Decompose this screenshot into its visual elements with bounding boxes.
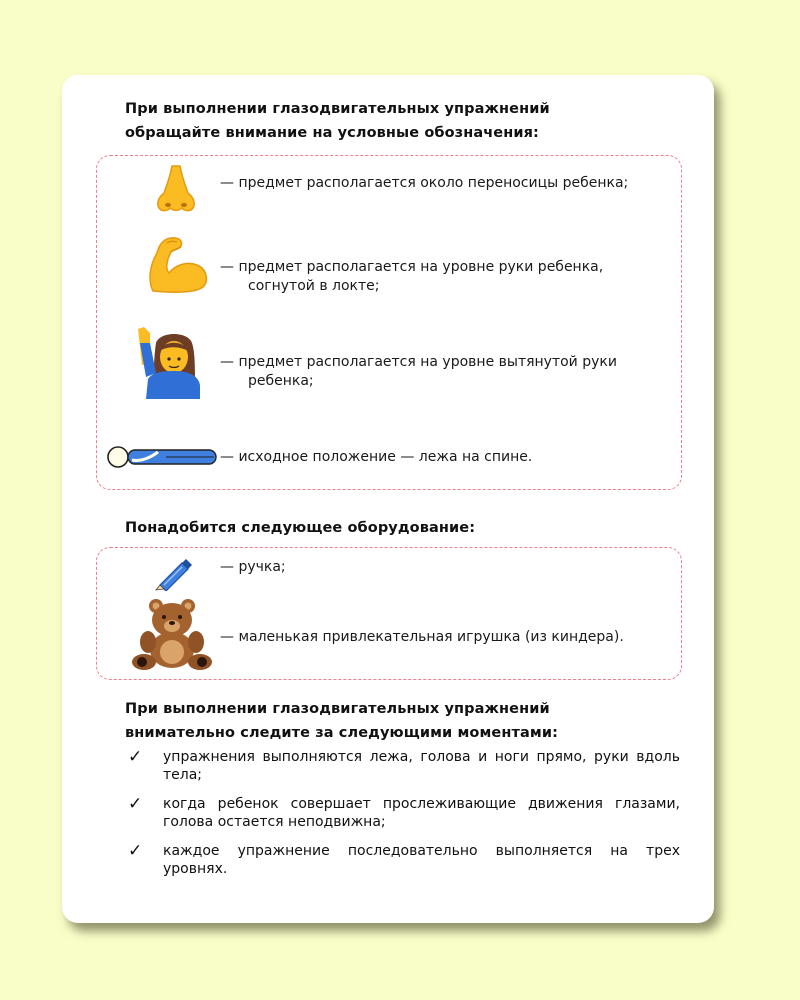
equipment-heading: Понадобится следующее оборудование:: [125, 520, 476, 536]
equipment-row-toy-text: — маленькая привлекательная игрушка (из киндера).: [220, 629, 624, 645]
symbol-row-hand-line2: ребенка;: [248, 373, 314, 389]
pen-icon: [152, 555, 196, 591]
check-mark-icon: ✓: [128, 747, 143, 767]
symbol-row-hand-line1: — предмет располагается на уровне вытянутой руки: [220, 354, 617, 370]
symbol-row-nose: [220, 174, 628, 193]
symbols-heading: [125, 97, 550, 145]
teddy-bear-icon: [130, 598, 216, 672]
symbol-row-arm: [220, 258, 603, 296]
raised-hand-person-icon: [134, 323, 206, 401]
check-item-text: когда ребенок совершает прослеживающие движения глазами, голова остается неподвижна;: [163, 796, 680, 830]
equipment-row-pen: [220, 558, 286, 577]
symbol-row-lying: [220, 448, 532, 467]
check-item-text: каждое упражнение последовательно выполняется на трех уровнях.: [163, 843, 680, 877]
flexed-arm-icon: [143, 235, 213, 295]
symbol-row-lying-text: — исходное положение — лежа на спине.: [220, 449, 533, 465]
check-item-text: упражнения выполняются лежа, голова и ноги прямо, руки вдоль тела;: [163, 749, 680, 783]
symbol-row-hand: [220, 353, 617, 391]
check-mark-icon: ✓: [128, 841, 143, 861]
equipment-row-pen-text: — ручка;: [220, 559, 286, 575]
attention-heading-line1: При выполнении глазодвигательных упражнений: [125, 701, 550, 717]
attention-heading: [125, 697, 558, 745]
symbols-heading-line2: обращайте внимание на условные обозначения:: [125, 125, 539, 141]
symbols-heading-line1: При выполнении глазодвигательных упражнений: [125, 101, 550, 117]
symbol-row-arm-line1: — предмет располагается на уровне руки ребенка,: [220, 259, 604, 275]
equipment-row-toy: [220, 628, 624, 647]
lying-person-icon: [106, 444, 218, 470]
symbol-row-nose-text: — предмет располагается около переносицы ребенка;: [220, 175, 629, 191]
attention-heading-line2: внимательно следите за следующими моментами:: [125, 725, 558, 741]
nose-icon: [150, 163, 202, 215]
check-mark-icon: ✓: [128, 794, 143, 814]
symbol-row-arm-line2: согнутой в локте;: [248, 278, 380, 294]
